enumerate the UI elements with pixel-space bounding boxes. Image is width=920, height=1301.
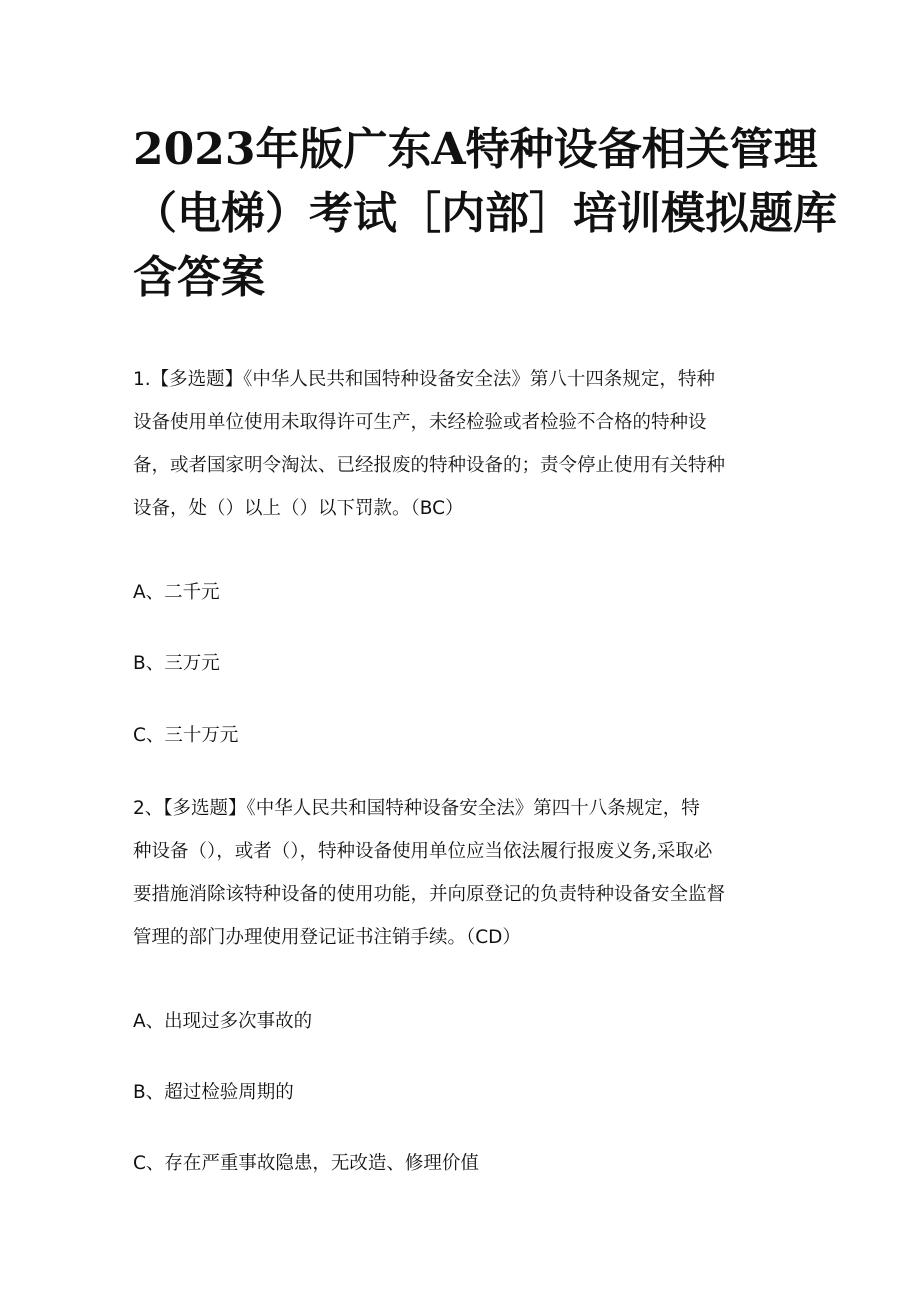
question-line: 1.【多选题】《中华人民共和国特种设备安全法》第八十四条规定，特种	[133, 369, 715, 390]
question-1-text	[133, 358, 793, 530]
question-line: 设备使用单位使用未取得许可生产，未经检验或者检验不合格的特种设	[133, 412, 707, 433]
question-2-option-c: C、存在严重事故隐患，无改造、修理价值	[133, 1153, 479, 1174]
question-line: 2、【多选题】《中华人民共和国特种设备安全法》第四十八条规定，特	[133, 798, 700, 819]
question-line: 设备，处（）以上（）以下罚款。（BC）	[133, 498, 464, 519]
question-line: 要措施消除该特种设备的使用功能，并向原登记的负责特种设备安全监督	[133, 884, 726, 905]
question-2-text	[133, 787, 793, 959]
title-line: （电梯）考试［内部］培训模拟题库	[133, 188, 837, 239]
question-line: 备，或者国家明令淘汰、已经报废的特种设备的；责令停止使用有关特种	[133, 455, 726, 476]
question-1-option-c: C、三十万元	[133, 725, 239, 746]
question-2-option-a: A、出现过多次事故的	[133, 1011, 313, 1032]
question-2-option-b: B、超过检验周期的	[133, 1082, 294, 1103]
document-title	[133, 118, 837, 310]
question-line: 管理的部门办理使用登记证书注销手续。（CD）	[133, 927, 521, 948]
title-line: 2023年版广东A特种设备相关管理	[133, 124, 818, 175]
question-1-option-b: B、三万元	[133, 653, 220, 674]
question-1-option-a: A、二千元	[133, 582, 220, 603]
question-line: 种设备（），或者（），特种设备使用单位应当依法履行报废义务,采取必	[133, 841, 713, 862]
title-line: 含答案	[133, 252, 265, 303]
